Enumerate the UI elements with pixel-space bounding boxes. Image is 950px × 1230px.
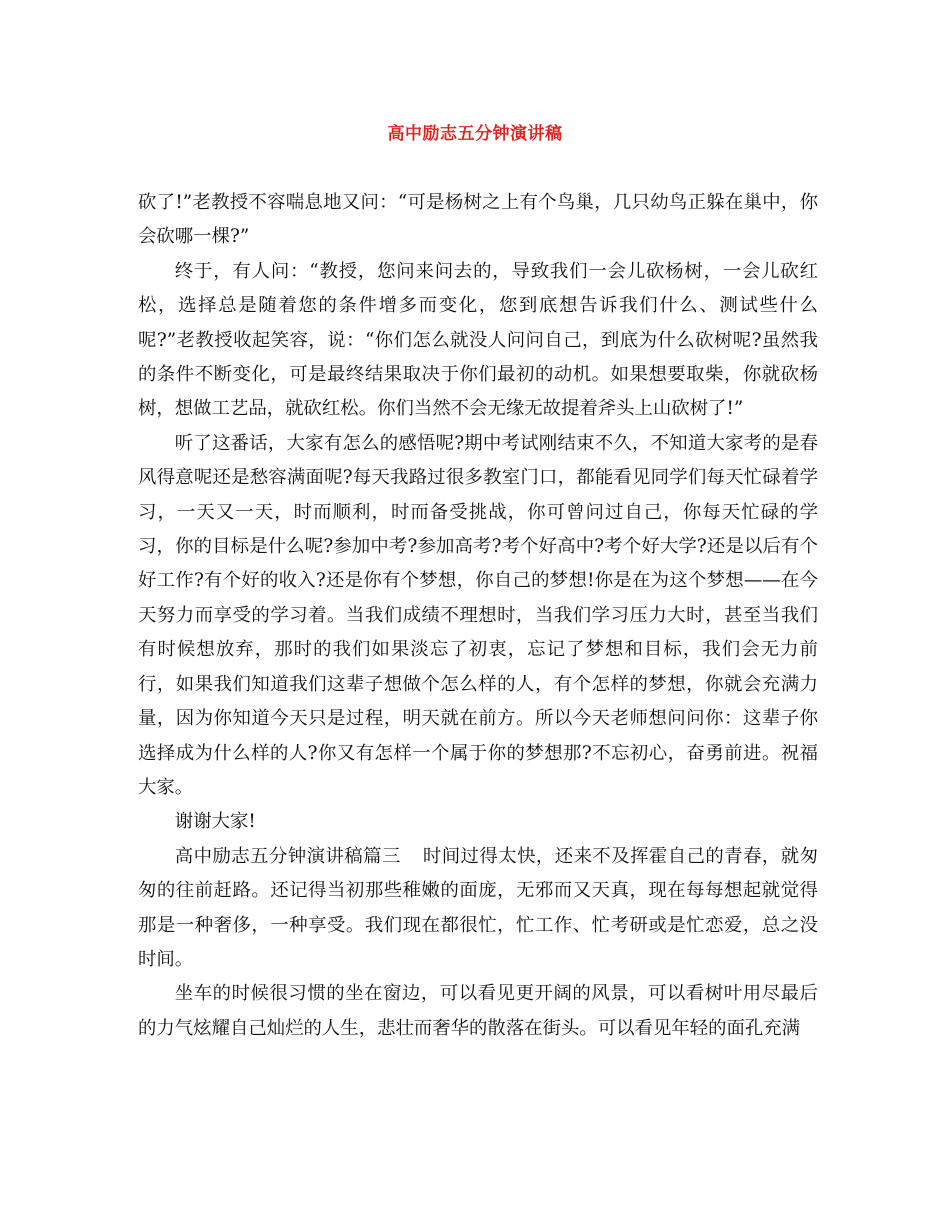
page-title: 高中励志五分钟演讲稿: [387, 124, 563, 144]
paragraph-2: 终于，有人问：“教授，您问来问去的，导致我们一会儿砍杨树，一会儿砍红松，选择总是随着您的条件增多而变化，您到底想告诉我们什么、测试些什么呢?”老教授收起笑容，说：“你们怎么就没人问问自己，到底为什么砍树呢?虽然我的条件不断变化，可是最终结果取决于你们最初的动机。如果想要取柴，你就砍杨树，想做工艺品，就砍红松。你们当然不会无缘无故提着斧头上山砍树了!”: [138, 260, 818, 420]
paragraph-1: 砍了!”老教授不容喘息地又问：“可是杨树之上有个鸟巢，几只幼鸟正躲在巢中，你会砍哪一棵?”: [138, 192, 818, 248]
paragraph-4: 谢谢大家!: [174, 811, 256, 833]
paragraph-5-text: 时间过得太快，还来不及挥霍自己的青春，就匆匆的往前赶路。还记得当初那些稚嫩的面庞，无邪而又天真，现在每每想起就觉得那是一种奢侈，一种享受。我们现在都很忙，忙工作、忙考研或是忙恋爱，总之没时间。: [138, 845, 818, 970]
paragraph-3: 听了这番话，大家有怎么的感悟呢?期中考试刚结束不久，不知道大家考的是春风得意呢还是愁容满面呢?每天我路过很多教室门口，都能看见同学们每天忙碌着学习，一天又一天，时而顺利，时而备受挑战，你可曾问过自己，你每天忙碌的学习，你的目标是什么呢?参加中考?参加高考?考个好高中?考个好大学?还是以后有个好工作?有个好的收入?还是你有个梦想，你自己的梦想!你是在为这个梦想——在今天努力而享受的学习着。当我们成绩不理想时，当我们学习压力大时，甚至当我们有时候想放弃，那时的我们如果淡忘了初衷，忘记了梦想和目标，我们会无力前行，如果我们知道我们这辈子想做个怎么样的人，有个怎样的梦想，你就会充满力量，因为你知道今天只是过程，明天就在前方。所以今天老师想问问你：这辈子你选择成为什么样的人?你又有怎样一个属于你的梦想那?不忘初心，奋勇前进。祝福大家。: [138, 432, 818, 798]
paragraph-5: [138, 840, 818, 978]
document-body: [138, 186, 818, 1046]
paragraph-6: 坐车的时候很习惯的坐在窗边，可以看见更开阔的风景，可以看树叶用尽最后的力气炫耀自己灿烂的人生，悲壮而奢华的散落在街头。可以看见年轻的面孔充满: [138, 983, 818, 1039]
section-heading: 高中励志五分钟演讲稿篇三: [174, 845, 401, 867]
